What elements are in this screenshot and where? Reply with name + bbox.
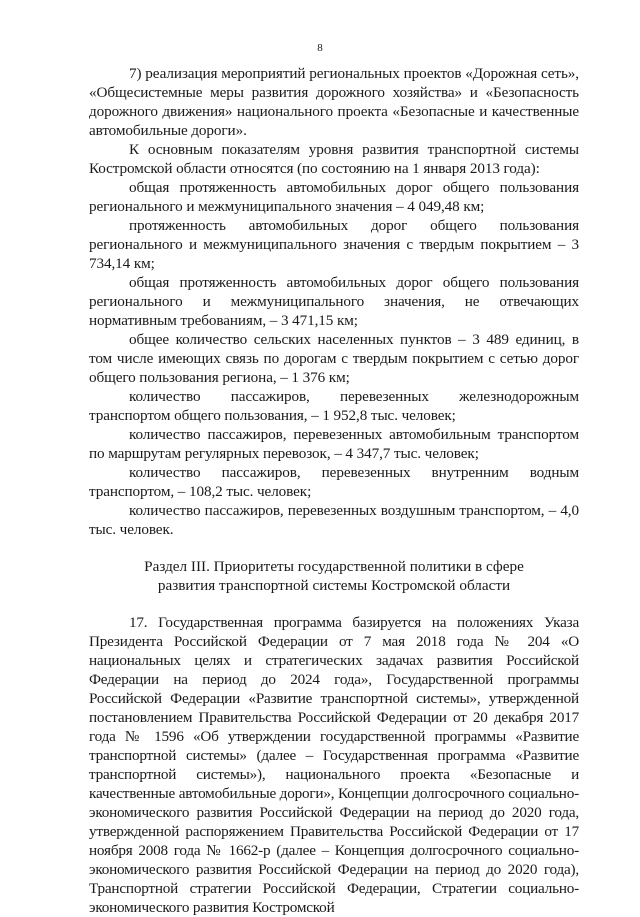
paragraph-road-passengers: количество пассажиров, перевезенных автомобильным транспортом по маршрутам регулярных перевозок, – 4 347,7 тыс. человек; [89, 426, 579, 462]
paragraph-nonconforming-roads: общая протяженность автомобильных дорог общего пользования регионального и межмуниципального значения, не отвечающих нормативным требованиям, – 3 471,15 км; [89, 274, 579, 329]
paragraph-indicators-intro: К основным показателям уровня развития транспортной системы Костромской области относятся (по состоянию на 1 января 2013 года): [89, 141, 579, 177]
document-body [89, 64, 579, 917]
paragraph-total-road-length: общая протяженность автомобильных дорог общего пользования регионального и межмуниципального значения – 4 049,48 км; [89, 179, 579, 215]
paragraph-water-passengers: количество пассажиров, перевезенных внутренним водным транспортом, – 108,2 тыс. человек; [89, 464, 579, 500]
section-heading [89, 557, 579, 595]
section-heading-line-2: развития транспортной системы Костромской области [157, 577, 511, 594]
section-heading-line-1: Раздел III. Приоритеты государственной политики в сфере [144, 558, 524, 575]
paragraph-hard-surface-length: протяженность автомобильных дорог общего пользования регионального и межмуниципального значения с твердым покрытием – 3 734,14 км; [89, 217, 579, 272]
paragraph-regional-projects: 7) реализация мероприятий региональных проектов «Дорожная сеть», «Общесистемные меры развития дорожного хозяйства» и «Безопасность дорожного движения» национального проекта «Безопасные и качественные автомобильные дороги». [89, 65, 579, 139]
paragraph-state-program-basis: 17. Государственная программа базируется на положениях Указа Президента Российской Федерации от 7 мая 2018 года № 204 «О национальных целях и стратегических задачах развития Российской Федерации на период до 2024 года», Государственной программы Российской Федерации «Развитие транспортной системы», утвержденной постановлением Правительства Российской Федерации от 20 декабря 2017 года № 1596 «Об утверждении государственной программы «Развитие транспортной системы» (далее – Государственная программа «Развитие транспортной системы»), национального проекта «Безопасные и качественные автомобильные дороги», Концепции долгосрочного социально-экономического развития Российской Федерации на период до 2020 года, утвержденной распоряжением Правительства Российской Федерации от 17 ноября 2008 года № 1662-р (далее – Концепция долгосрочного социально-экономического развития Российской Федерации на период до 2020 года), Транспортной стратегии Российской Федерации, Стратегии социально-экономического развития Костромской [89, 614, 579, 916]
paragraph-air-passengers: количество пассажиров, перевезенных воздушным транспортом, – 4,0 тыс. человек. [89, 502, 579, 538]
paragraph-rural-settlements: общее количество сельских населенных пунктов – 3 489 единиц, в том числе имеющих связь по дорогам с твердым покрытием с сетью дорог общего пользования региона, – 1 376 км; [89, 331, 579, 386]
page-number: 8 [317, 42, 323, 54]
paragraph-rail-passengers: количество пассажиров, перевезенных железнодорожным транспортом общего пользования, – 1 952,8 тыс. человек; [89, 388, 579, 424]
